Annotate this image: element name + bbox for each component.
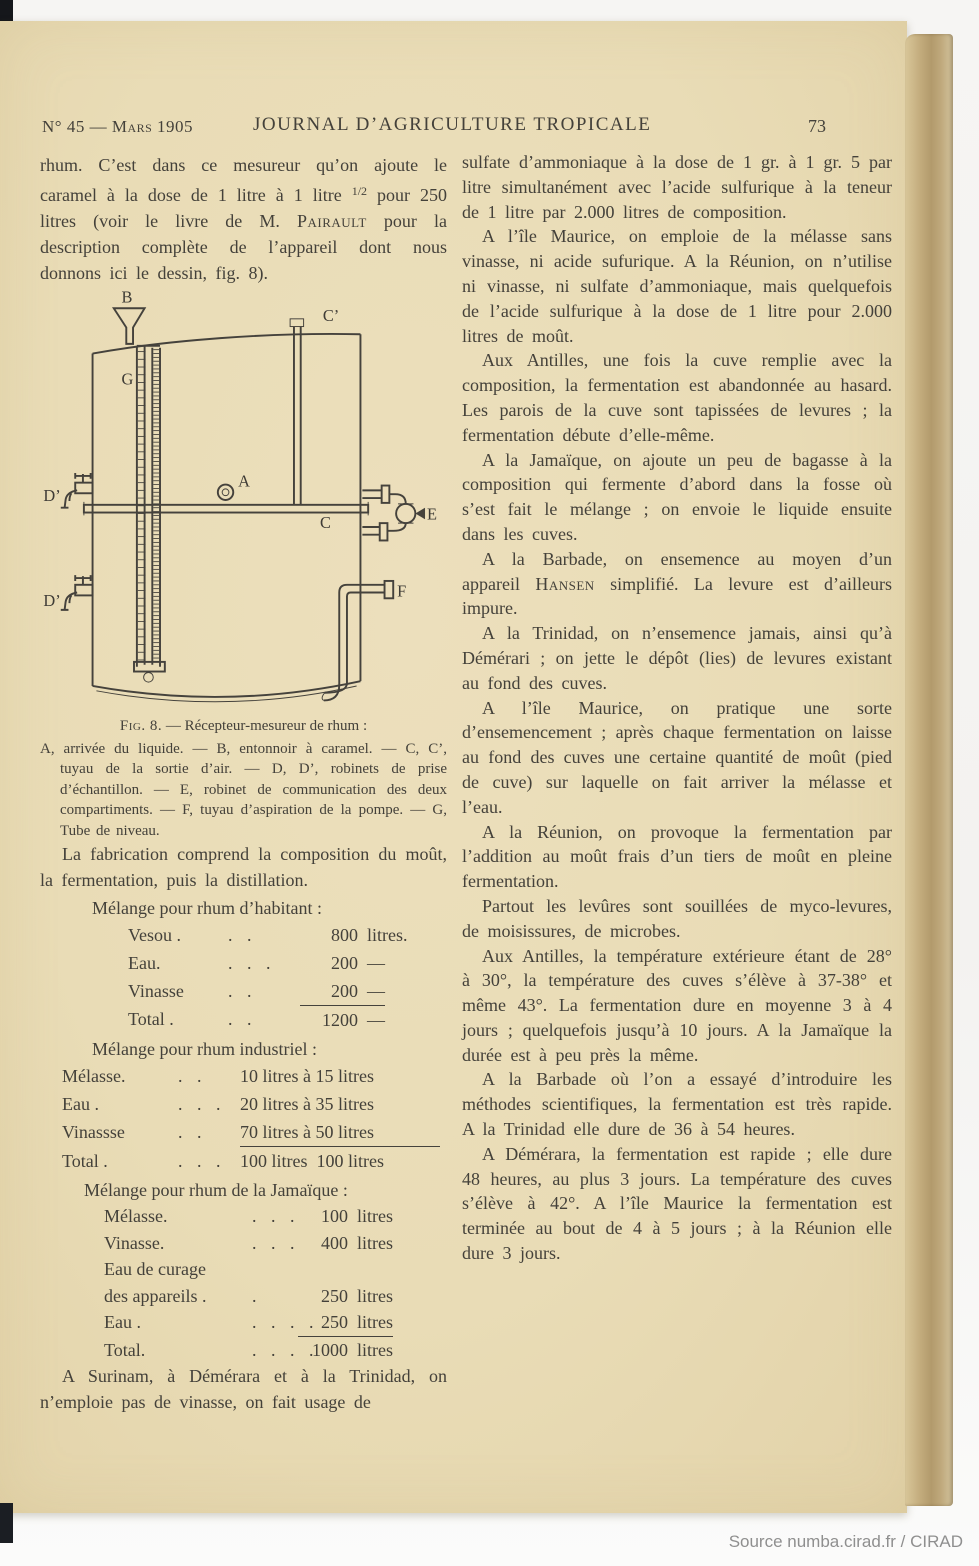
air-pipe <box>290 319 303 505</box>
communication-valve <box>362 486 425 541</box>
journal-title: JOURNAL D’AGRICULTURE TROPICALE <box>253 114 652 135</box>
figure-label-g: G <box>121 369 134 389</box>
mixture-row: Vesou . . . 800 litres. <box>128 925 408 945</box>
mixture-row-total: Total. . . . . 1000 litres <box>104 1339 393 1360</box>
figure-label-d-prime-lower: D’ <box>43 591 61 610</box>
paragraph: Aux Antilles, la température extérieure étant de 28° à 30°, la température des cuves s’élève à 37-38° et même 43°. La fermentation dure en moyenne 3 à 4 jours ; quelquefois jusqu’à 10 jours. A la Jamaïque la durée est à peu près la même. <box>462 945 892 1065</box>
mixture-heading-jamaique: Mélange pour rhum de la Jamaïque : <box>84 1180 348 1200</box>
figure-label-a: A <box>238 471 250 491</box>
paragraph: A la Barbade, on ensemence au moyen d’un appareil Hansen simplifié. La levure est d’ailleurs impure. <box>462 548 892 619</box>
paragraph-intro: rhum. C’est dans ce mesureur qu’on ajoute le caramel à la dose de 1 litre à 1 litre $^{1/2}$ pour 250 litres (voir le livre de M. Pairault pour la description complète de l’appareil dont nous donnons ici le dessin, fig. 8). <box>40 155 447 283</box>
column-right <box>462 150 892 1266</box>
paragraph-closing: A Surinam, à Démérara et à la Trinidad, on n’emploie pas de vinasse, on fait usage de <box>40 1366 447 1412</box>
figure-caption-body: A, arrivée du liquide. — B, entonnoir à caramel. — C, C’, tuyau de la sortie d’air. — D, D’, robinets de prise d’échantillon. — E, robinet de communication des deux compartiments. — F, tuyau d’aspiration de la pompe. — G, Tube de niveau. <box>40 740 447 839</box>
paragraph: A Démérara, la fermentation est rapide ; elle dure 48 heures, au plus 3 jours. La température des cuves s’élève à 42°. A l’île Maurice la fermentation est terminée au bout de 4 à 5 jours ; à la Réunion elle dure 3 jours. <box>462 1143 892 1264</box>
mixture-row: Mélasse. . . 10 litres à 15 litres <box>62 1066 374 1086</box>
level-tube <box>134 346 165 682</box>
mixture-row: Vinasse . . 200 — <box>128 981 385 1001</box>
figure-label-f: F <box>397 581 407 601</box>
figure-label-b: B <box>121 288 133 307</box>
mixture-heading-industriel: Mélange pour rhum industriel : <box>92 1039 317 1059</box>
mixture-row-total: Total . . . . 100 litres 100 litres <box>62 1151 384 1171</box>
fraction: 1/2 <box>351 184 368 198</box>
mixture-row: Eau . . . . 20 litres à 35 litres <box>62 1094 374 1114</box>
mixture-table-industriel <box>40 1037 447 1175</box>
source-credit: Source numba.cirad.fr / CIRAD <box>728 1532 963 1551</box>
sample-tap-upper <box>61 473 93 508</box>
mixture-row: des appareils . . 250 litres <box>104 1285 393 1306</box>
author-name: Pairault <box>296 211 367 231</box>
funnel-icon <box>114 308 145 344</box>
paragraph: Partout les levûres sont souillées de myco-levures, de moisissures, de microbes. <box>462 895 892 941</box>
paragraph: A la Trinidad, on n’ensemence jamais, ainsi qu’à Démérari ; on jette le dépôt (lies) de levures existant au fond des cuves. <box>462 623 892 693</box>
mixture-row: Vinasse. . . . 400 litres <box>104 1232 393 1253</box>
paragraph: A la Barbade où l’on a essayé d’introduire les méthodes scientifiques, la fermentation est très rapide. A la Trinidad elle dure de 36 à 54 heures. <box>462 1069 892 1140</box>
rum-measurer-diagram <box>34 288 446 712</box>
figure-caption <box>40 716 447 841</box>
mixture-row: Eau . . . . . 250 litres <box>104 1309 447 1337</box>
paragraph: A l’île Maurice, on emploie de la mélasse sans vinasse, ni acide sufurique. A la Réunion, on n’utilise ni vinasse, ni sulfate d’ammoniaque, mais quelquefois de l’acide sulfurique à la dose de 1 litre pour 2.000 litres de moût. <box>462 226 892 346</box>
mixture-row: Eau de curage <box>104 1259 206 1279</box>
mixture-row: Mélasse. . . . 100 litres <box>104 1206 393 1226</box>
figure-caption-heading: Fig. 8. — Récepteur-mesureur de rhum : <box>119 718 368 734</box>
paragraph: Aux Antilles, une fois la cuve remplie avec la composition, la fermentation est abandonnée au hasard. Les parois de la cuve sont tapissées de levures ; la fermentation débute d’elle-même. <box>462 350 892 445</box>
column-left <box>40 152 447 1415</box>
figure-label-c: C <box>319 512 331 532</box>
paragraph: sulfate d’ammoniaque à la dose de 1 gr. à 1 gr. 5 par litre simultanément avec l’acide sulfurique à la teneur de 1 litre par 2.000 litres de composition. <box>462 152 892 222</box>
mixture-heading-habitant: Mélange pour rhum d’habitant : <box>92 898 322 918</box>
figure-label-d-prime-upper: D’ <box>43 485 61 505</box>
paragraph: A l’île Maurice, on pratique une sorte d’ensemencement ; après chaque fermentation on laisse au fond des cuves une certaine quantité de moût (pied de cuve) sur laquelle on fait arriver la mélasse et l’eau. <box>462 697 892 817</box>
mixture-table-jamaique <box>40 1178 447 1363</box>
figure-label-e: E <box>426 504 437 524</box>
paragraph-fabrication: La fabrication comprend la composition du moût, la fermentation, puis la distillation. <box>40 844 447 890</box>
author-name: Hansen <box>535 573 595 594</box>
mixture-table-habitant <box>40 896 447 1034</box>
page-number: 73 <box>808 116 826 136</box>
mixture-row: Eau. . . . 200 — <box>128 953 385 973</box>
figure-label-c-prime: C’ <box>322 305 340 325</box>
inlet-a <box>218 485 233 500</box>
sample-tap-lower <box>61 575 93 610</box>
mixture-row: Vinassse . . 70 litres à 50 litres <box>62 1118 447 1147</box>
figure-diagram <box>34 288 447 712</box>
paragraph: A la Réunion, on provoque la fermentation par l’addition au moût frais d’un tiers de moût en pleine fermentation. <box>462 821 892 892</box>
issue-label: N° 45 — Mars 1905 <box>42 117 194 136</box>
mixture-row-total: Total . . . 1200 — <box>128 1005 447 1034</box>
paragraph: A la Jamaïque, on ajoute un peu de bagasse à la composition qui fermente d’abord dans la fosse où s’est fait le mélange ; on envoie le liquide ensuite dans les cuves. <box>462 449 892 544</box>
